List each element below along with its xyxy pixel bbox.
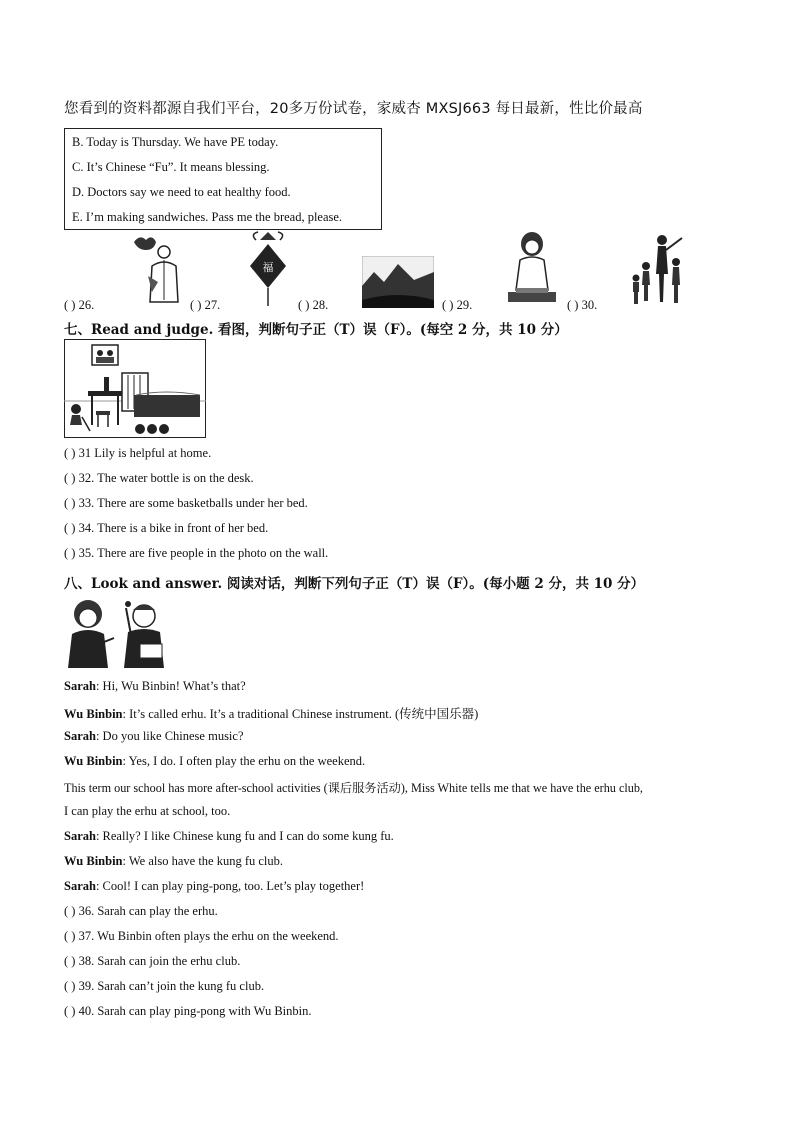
speaker-name: Wu Binbin — [64, 754, 123, 768]
option-c: C. It’s Chinese “Fu”. It means blessing. — [72, 160, 270, 174]
question-40: ( ) 40. Sarah can play ping-pong with Wu Binbin. — [64, 1004, 312, 1018]
picture-row — [0, 230, 794, 312]
dialogue-text: I can play the erhu at school, too. — [64, 804, 231, 818]
girl-cooking-icon — [506, 230, 558, 308]
dialogue-line-6 — [64, 804, 230, 819]
speaker-name: Sarah — [64, 879, 96, 893]
speaker-name: Wu Binbin — [64, 854, 123, 868]
question-31: ( ) 31 Lily is helpful at home. — [64, 446, 212, 460]
family-pe-icon — [630, 232, 688, 308]
promo-banner: 您看到的资料都源自我们平台，20多万份试卷，家威杏 MXSJ663 每日最新，性比价最高 — [64, 101, 643, 117]
question-35: ( ) 35. There are five people in the photo on the wall. — [64, 546, 329, 560]
dialogue-text: : Cool! I can play ping-pong, too. Let’s play together! — [95, 879, 365, 893]
dialogue-text: : Hi, Wu Binbin! What’s that? — [95, 679, 246, 693]
dialogue-line-2 — [64, 704, 478, 722]
landscape-icon — [362, 256, 434, 308]
option-b: B. Today is Thursday. We have PE today. — [72, 135, 279, 149]
option-e: E. I’m making sandwiches. Pass me the bread, please. — [72, 210, 343, 224]
dialogue-text: : It’s called erhu. It’s a traditional Chinese instrument. (传统中国乐器) — [122, 707, 479, 721]
doctor-icon — [130, 232, 182, 304]
dialogue-line-4 — [64, 754, 365, 769]
dialogue-line-9 — [64, 879, 364, 894]
question-29: ( ) 29. — [442, 298, 473, 312]
section-7-heading: 七、Read and judge. 看图，判断句子正（T）误（F）。(每空 2 分，共 10 分） — [64, 322, 568, 338]
question-28: ( ) 28. — [298, 298, 329, 312]
question-30: ( ) 30. — [567, 298, 598, 312]
sarah-and-wu-binbin-picture — [66, 598, 170, 668]
question-38: ( ) 38. Sarah can join the erhu club. — [64, 954, 241, 968]
speaker-name: Wu Binbin — [64, 707, 123, 721]
question-36: ( ) 36. Sarah can play the erhu. — [64, 904, 218, 918]
speaker-name: Sarah — [64, 729, 96, 743]
question-39: ( ) 39. Sarah can’t join the kung fu club. — [64, 979, 265, 993]
speaker-name: Sarah — [64, 829, 96, 843]
dialogue-text: : Yes, I do. I often play the erhu on the weekend. — [122, 754, 366, 768]
dialogue-text: : Do you like Chinese music? — [95, 729, 244, 743]
option-d: D. Doctors say we need to eat healthy food. — [72, 185, 291, 199]
dialogue-line-8 — [64, 854, 283, 869]
dialogue-line-5 — [64, 779, 643, 796]
section-8-heading: 八、Look and answer. 阅读对话，判断下列句子正（T）误（F）。(每小题 2 分，共 10 分） — [64, 576, 645, 592]
dialogue-text: This term our school has more after-school activities (课后服务活动), Miss White tells me that we have the erhu club, — [64, 781, 643, 795]
options-box — [64, 128, 382, 230]
bedroom-picture — [64, 339, 206, 438]
question-27: ( ) 27. — [190, 298, 221, 312]
dialogue-text: : Really? I like Chinese kung fu and I can do some kung fu. — [95, 829, 394, 843]
question-37: ( ) 37. Wu Binbin often plays the erhu on the weekend. — [64, 929, 339, 943]
svg-text:福: 福 — [262, 261, 274, 274]
dialogue-line-7 — [64, 829, 394, 844]
question-26: ( ) 26. — [64, 298, 95, 312]
question-34: ( ) 34. There is a bike in front of her bed. — [64, 521, 269, 535]
dialogue-text: : We also have the kung fu club. — [122, 854, 284, 868]
speaker-name: Sarah — [64, 679, 96, 693]
question-33: ( ) 33. There are some basketballs under her bed. — [64, 496, 308, 510]
dialogue-line-3 — [64, 729, 244, 744]
fu-ornament-icon — [246, 230, 290, 310]
dialogue-line-1 — [64, 679, 246, 694]
question-32: ( ) 32. The water bottle is on the desk. — [64, 471, 254, 485]
